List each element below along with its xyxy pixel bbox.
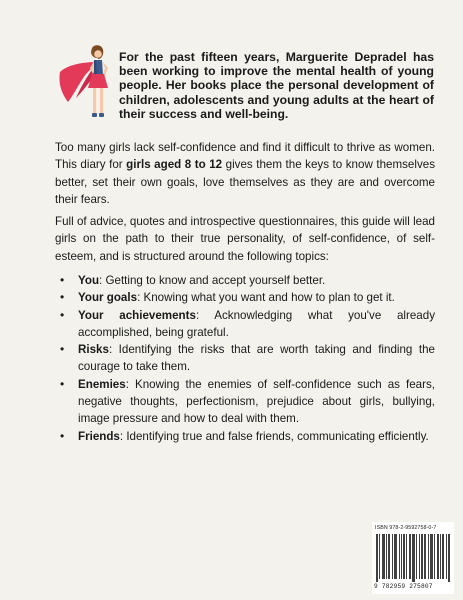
topic-item (55, 376, 435, 428)
bullet-icon: • (60, 290, 65, 305)
topic-title: Your goals (78, 291, 138, 305)
topic-item (55, 307, 435, 342)
topic-list (55, 272, 435, 445)
barcode-bars (376, 534, 450, 582)
topic-title: Your achievements (78, 308, 196, 322)
intro-text-end: gives them the keys to know themselves better, set their own goals, love themselves as they are and overcome their fears. (55, 158, 435, 206)
topic-text: : Acknowledging what you've already accomplished, being grateful. (78, 308, 435, 339)
topic-item (55, 272, 435, 289)
topic-item (55, 428, 435, 445)
barcode-digits: 9 782959 275807 (374, 583, 433, 590)
bullet-icon: • (60, 307, 65, 322)
guide-paragraph: Full of advice, quotes and introspective questionnaires, this guide will lead girls on the path to their true personality, of self-confidence, of self-esteem, and is structured around the following topics: (55, 215, 435, 263)
intro-paragraph (55, 139, 435, 208)
author-bio: For the past fifteen years, Marguerite Depradel has been working to improve the mental health of young people. Her books place the personal development of children, adolescents and young adults at the heart of their success and well-being. (119, 50, 434, 121)
topic-text: : Knowing the enemies of self-confidence such as fears, negative thoughts, perfectionism, prejudice about girls, bullying, image pressure and how to deal with them. (78, 377, 435, 426)
topic-text: : Identifying the risks that are worth taking and finding the courage to take them. (78, 343, 435, 374)
bullet-icon: • (60, 376, 65, 391)
topic-title: Risks (78, 343, 109, 357)
topic-item (55, 289, 435, 306)
age-highlight: girls aged 8 to 12 (126, 158, 223, 172)
topic-item (55, 341, 435, 376)
topic-text: : Identifying true and false friends, communicating efficiently. (119, 429, 429, 443)
superhero-girl-icon (56, 42, 116, 132)
bullet-icon: • (60, 273, 65, 287)
topic-title: You (78, 274, 100, 287)
isbn-label: ISBN 978-2-9592758-0-7 (375, 525, 437, 531)
intro-text-start: Too many girls lack self-confidence and find it difficult to thrive as women. This diary for (55, 141, 435, 172)
topic-title: Friends (78, 429, 120, 443)
bullet-icon: • (60, 428, 65, 443)
topic-text: : Getting to know and accept yourself better. (99, 274, 326, 287)
topic-title: Enemies (78, 377, 126, 391)
bullet-icon: • (60, 342, 65, 357)
isbn-barcode (372, 522, 454, 594)
topic-text: : Knowing what you want and how to plan to get it. (137, 291, 395, 305)
